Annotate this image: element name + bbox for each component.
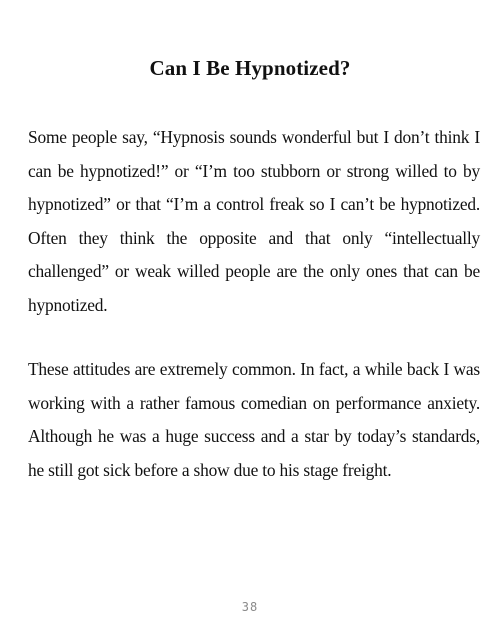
page-number: 38 bbox=[241, 600, 259, 614]
page-title: Can I Be Hypnotized? bbox=[149, 56, 351, 80]
paragraph-2: These attitudes are extremely common. In fact, a while back I was working with a rather famous comedian on performance anxiety. Although he was a huge success and a star by today’s standards, he still got sick before a show due to his stage freight. bbox=[28, 359, 480, 480]
paragraph-1: Some people say, “Hypnosis sounds wonderful but I don’t think I can be hypnotized!” or “I’m too stubborn or strong willed to by hypnotized” or that “I’m a control freak so I can’t be hypnotized. Often they think the opposite and that only “intellectually challenged” or weak willed people are the only ones that can be hypnotized. bbox=[28, 127, 480, 315]
